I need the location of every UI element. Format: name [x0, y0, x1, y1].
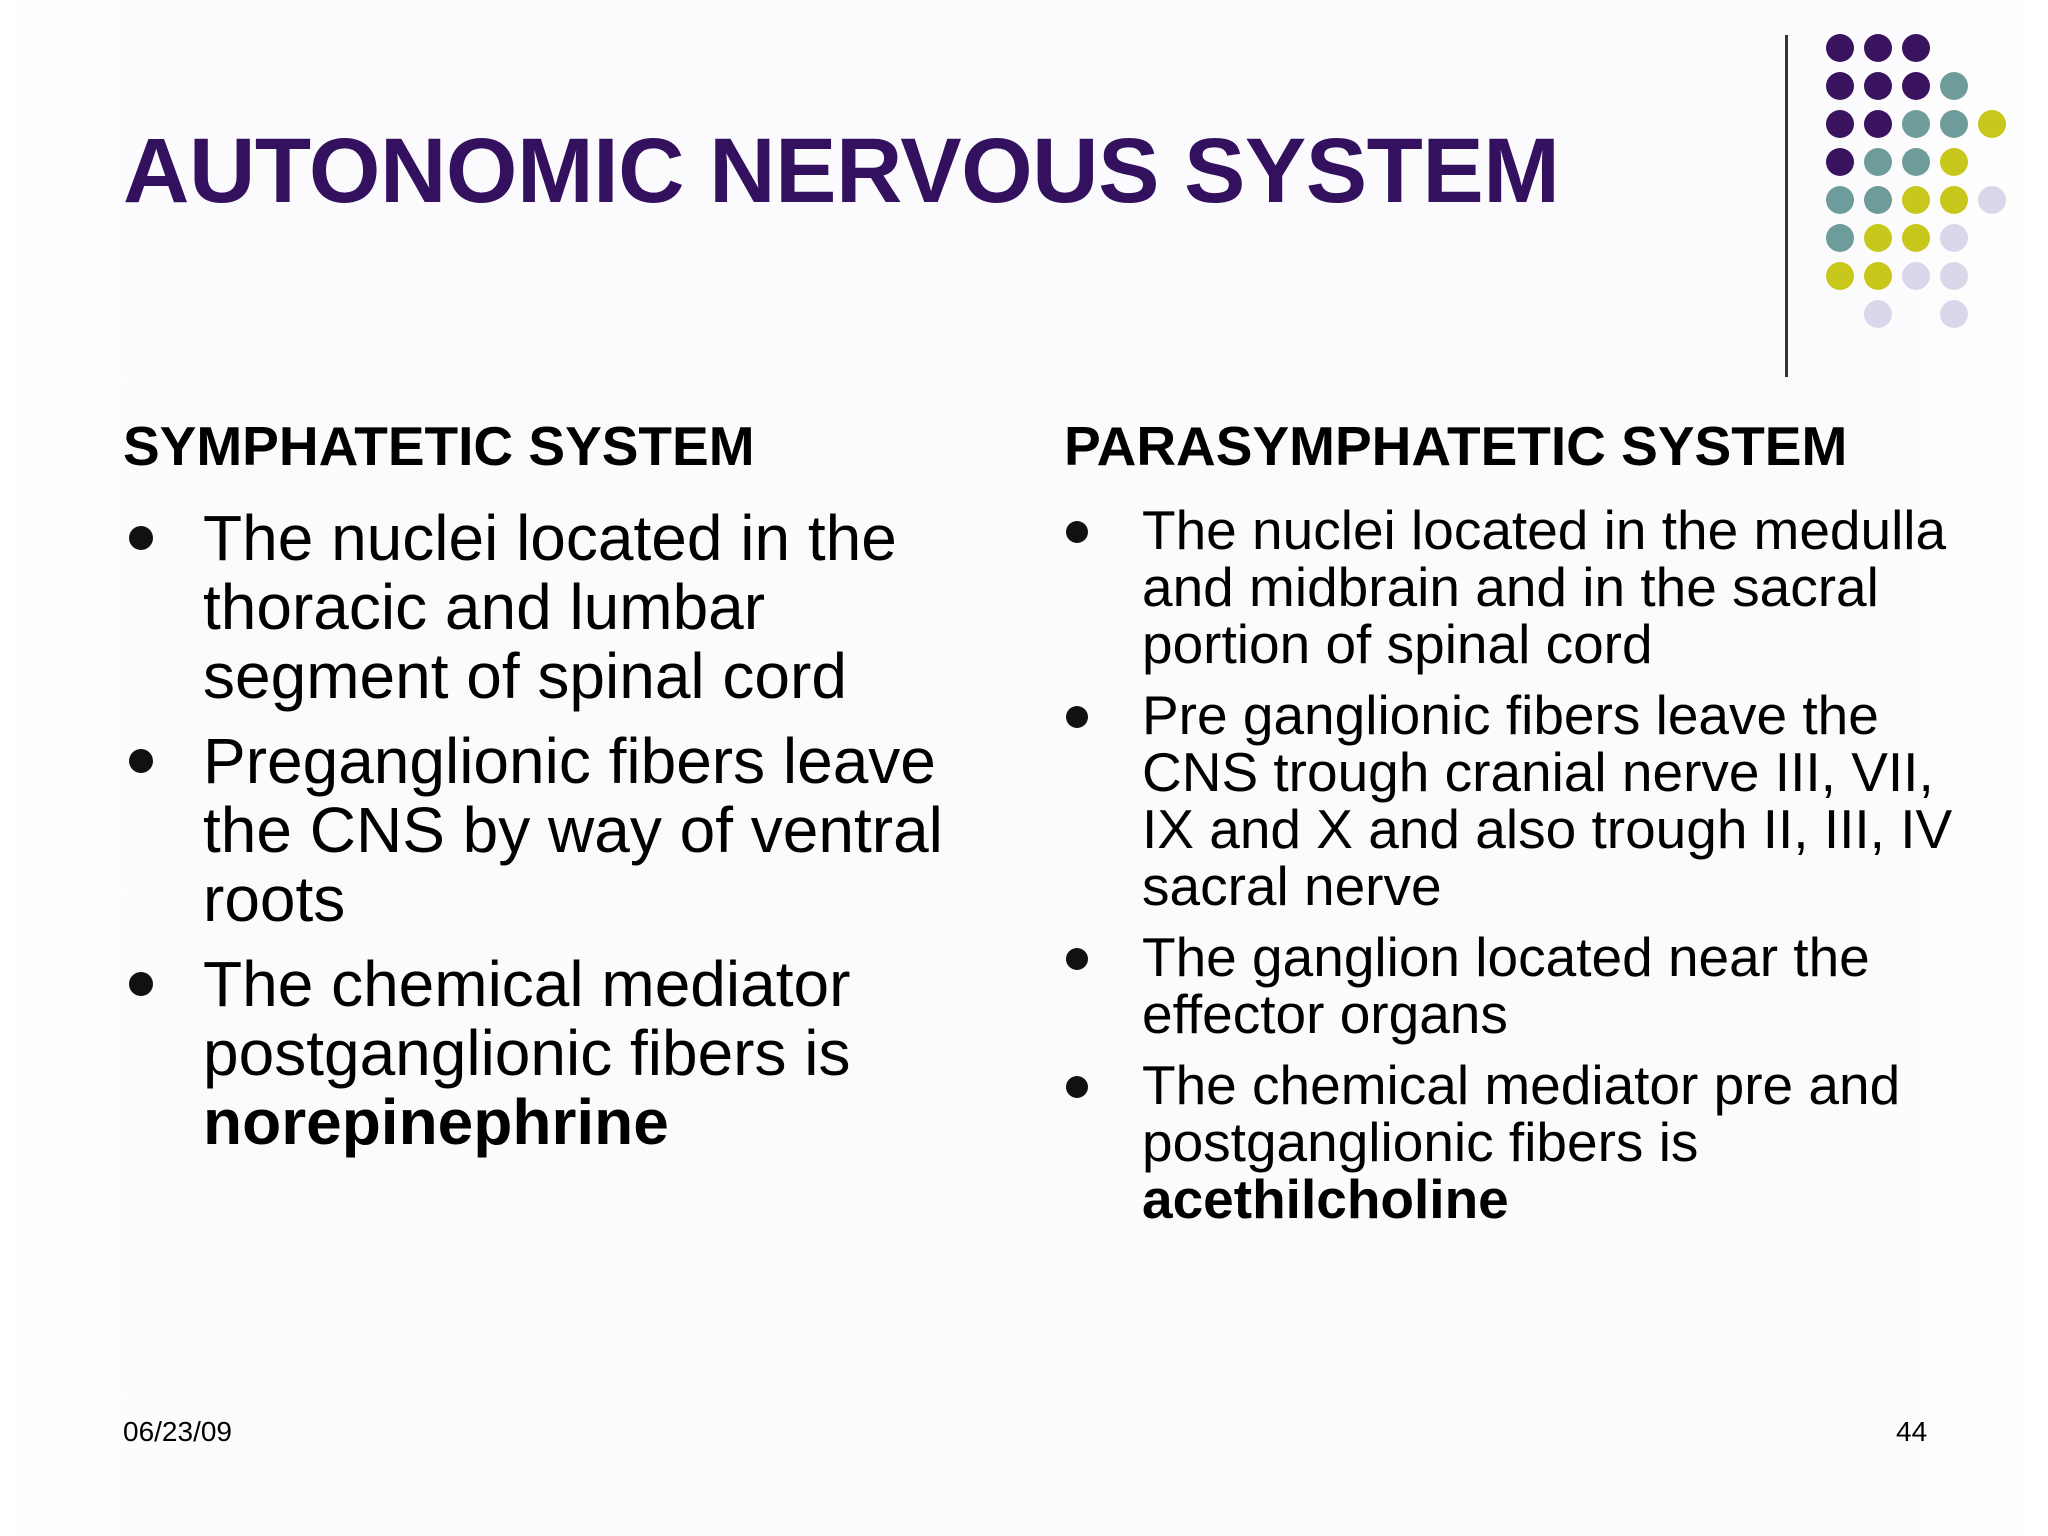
decor-dot — [1864, 72, 1892, 100]
bullet-icon — [1066, 706, 1088, 728]
decor-dot — [1864, 110, 1892, 138]
list-item — [203, 950, 1023, 1157]
list-item-text: Pre ganglionic fibers leave the CNS trough cranial nerve III, VII, IX and X and also trough II, III, IV sacral nerve — [1142, 684, 1953, 917]
decor-dot — [1864, 148, 1892, 176]
title-divider — [1785, 35, 1788, 377]
sympathetic-list — [203, 504, 1023, 1173]
decor-dot — [1826, 110, 1854, 138]
decor-dot — [1826, 72, 1854, 100]
decor-dot — [1940, 110, 1968, 138]
decor-dot — [1826, 34, 1854, 62]
decor-dot — [1864, 300, 1892, 328]
decor-dot — [1978, 110, 2006, 138]
decor-dot — [1826, 262, 1854, 290]
list-item — [1142, 499, 1962, 675]
list-item — [1142, 926, 1962, 1045]
decor-dot — [1940, 262, 1968, 290]
bullet-icon — [1066, 521, 1088, 543]
parasympathetic-list — [1142, 499, 1962, 1242]
decor-dot — [1902, 186, 1930, 214]
decor-dot — [1940, 72, 1968, 100]
decor-dot — [1940, 224, 1968, 252]
bullet-icon — [129, 749, 153, 773]
parasympathetic-heading: PARASYMPHATETIC SYSTEM — [1064, 415, 1848, 477]
list-item — [1142, 684, 1962, 917]
decor-dot — [1940, 148, 1968, 176]
decor-dot — [1864, 34, 1892, 62]
decor-dot — [1902, 224, 1930, 252]
list-item-text: The chemical mediator pre and postganglionic fibers is — [1142, 1054, 1901, 1173]
decor-dot — [1902, 110, 1930, 138]
bullet-icon — [129, 526, 153, 550]
decor-dot — [1902, 262, 1930, 290]
decor-dot — [1826, 186, 1854, 214]
bullet-icon — [129, 972, 153, 996]
decor-dot — [1902, 148, 1930, 176]
list-item-bold-term: norepinephrine — [203, 1086, 669, 1158]
list-item-text: Preganglionic fibers leave the CNS by way of ventral roots — [203, 725, 943, 935]
list-item — [1142, 1054, 1962, 1230]
decor-dot — [1864, 262, 1892, 290]
slide-title: AUTONOMIC NERVOUS SYSTEM — [123, 120, 1560, 222]
list-item-text: The ganglion located near the effector organs — [1142, 926, 1870, 1045]
list-item-text: The nuclei located in the thoracic and lumbar segment of spinal cord — [203, 502, 897, 712]
bullet-icon — [1066, 948, 1088, 970]
decor-dot — [1902, 34, 1930, 62]
decor-dot — [1940, 186, 1968, 214]
list-item-text: The nuclei located in the medulla and midbrain and in the sacral portion of spinal cord — [1142, 499, 1947, 675]
decor-dot — [1940, 300, 1968, 328]
list-item-bold-term: acethilcholine — [1142, 1168, 1509, 1230]
decor-dot — [1902, 72, 1930, 100]
list-item-text: The chemical mediator postganglionic fibers is — [203, 948, 851, 1089]
decor-dot — [1864, 186, 1892, 214]
bullet-icon — [1066, 1076, 1088, 1098]
decor-dot — [1978, 186, 2006, 214]
sympathetic-heading: SYMPHATETIC SYSTEM — [123, 415, 755, 477]
footer-date: 06/23/09 — [123, 1416, 232, 1447]
decor-dot — [1826, 224, 1854, 252]
decor-dot — [1826, 148, 1854, 176]
page-number: 44 — [1896, 1416, 1928, 1447]
list-item — [203, 727, 1023, 934]
list-item — [203, 504, 1023, 711]
decor-dot — [1864, 224, 1892, 252]
